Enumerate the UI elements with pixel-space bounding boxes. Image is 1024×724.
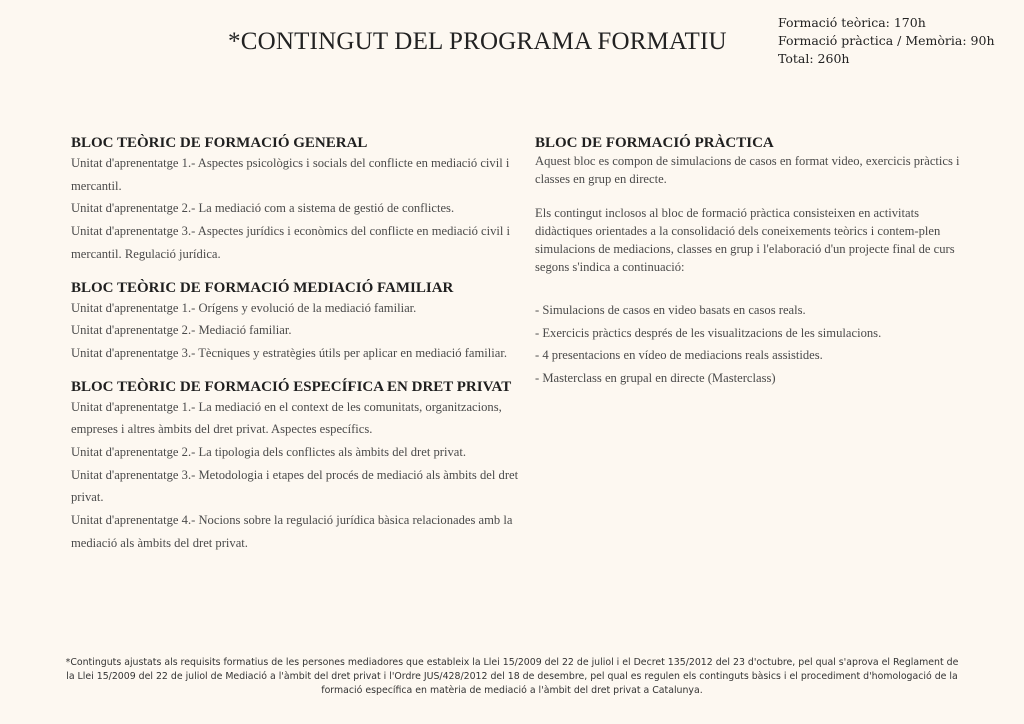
- unit-item: Unitat d'aprenentatge 4.- Nocions sobre la regulació jurídica bàsica relacionades amb la mediació als àmbits del dret privat.: [71, 513, 513, 550]
- list-item: - Exercicis pràctics després de les visualitzacions de les simulacions.: [535, 325, 882, 340]
- section-general: [71, 134, 521, 266]
- legal-footnote: *Continguts ajustats als requisits formatius de les persones mediadores que estableix la Llei 15/2009 del 22 de juliol i el Decret 135/2012 del 23 d'octubre, pel qual s'aprova el Reglament de la Llei 15/2009 del 22 de juliol de Mediació a l'àmbit del dret privat i l'Ordre JUS/428/2012 del 18 de desembre, pel qual es regulen els continguts bàsics i el procediment d'homologació de la formació específica en matèria de mediació a l'àmbit del dret privat a Catalunya.: [65, 657, 959, 696]
- spacer: [535, 188, 965, 204]
- total-hours: Total: 260h: [778, 51, 850, 66]
- theory-column: [71, 134, 521, 568]
- unit-item: Unitat d'aprenentatge 2.- La tipologia dels conflictes als àmbits del dret privat.: [71, 445, 466, 460]
- list-item: - Simulacions de casos en video basats en casos reals.: [535, 303, 806, 317]
- unit-item: Unitat d'aprenentatge 2.- Mediació familiar.: [71, 323, 292, 338]
- unit-item: Unitat d'aprenentatge 3.- Tècniques y estratègies útils per aplicar en mediació familiar.: [71, 345, 508, 360]
- practice-hours: Formació pràctica / Memòria: 90h: [778, 33, 995, 48]
- unit-item: Unitat d'aprenentatge 2.- La mediació com a sistema de gestió de conflictes.: [71, 201, 455, 216]
- unit-item: Unitat d'aprenentatge 1.- Orígens y evolució de la mediació familiar.: [71, 300, 417, 315]
- section-private-law: [71, 378, 521, 555]
- section-heading: BLOC TEÒRIC DE FORMACIÓ ESPECÍFICA EN DRET PRIVAT: [71, 378, 512, 395]
- practice-list: [535, 299, 965, 390]
- practice-intro: Aquest bloc es compon de simulacions de casos en format video, exercicis pràctics i classes en grup en directe.: [535, 154, 960, 186]
- unit-item: Unitat d'aprenentatge 3.- Metodologia i etapes del procés de mediació als àmbits del dret privat.: [71, 467, 519, 505]
- page-title: *CONTINGUT DEL PROGRAMA FORMATIU: [228, 28, 727, 55]
- list-item: - Masterclass en grupal en directe (Masterclass): [535, 371, 776, 386]
- unit-item: Unitat d'aprenentatge 3.- Aspectes jurídics i econòmics del conflicte en mediació civil i mercantil. Regulació jurídica.: [71, 224, 511, 261]
- section-heading: BLOC DE FORMACIÓ PRÀCTICA: [535, 135, 774, 151]
- section-family: [71, 279, 521, 365]
- section-heading: BLOC TEÒRIC DE FORMACIÓ MEDIACIÓ FAMILIAR: [71, 279, 454, 296]
- practice-column: [535, 134, 965, 390]
- unit-item: Unitat d'aprenentatge 1.- La mediació en el context de les comunitats, organitzacions, empreses i altres àmbits del dret privat. Aspectes específics.: [71, 399, 502, 437]
- theory-hours: Formació teòrica: 170h: [778, 15, 926, 30]
- unit-item: Unitat d'aprenentatge 1.- Aspectes psicològics i socials del conflicte en mediació civil i mercantil.: [71, 156, 510, 193]
- list-item: - 4 presentacions en vídeo de mediacions reals assistides.: [535, 348, 823, 363]
- hours-summary: [778, 14, 995, 68]
- practice-description: Els contingut inclosos al bloc de formació pràctica consisteixen en activitats didàctiques orientades a la consolidació dels coneixements teòrics i contem-plen simulacions de mediacions, classes en grup i l'elaboració d'un projecte final de curs segons s'indica a continuació:: [535, 206, 955, 274]
- section-heading: BLOC TEÒRIC DE FORMACIÓ GENERAL: [71, 135, 368, 151]
